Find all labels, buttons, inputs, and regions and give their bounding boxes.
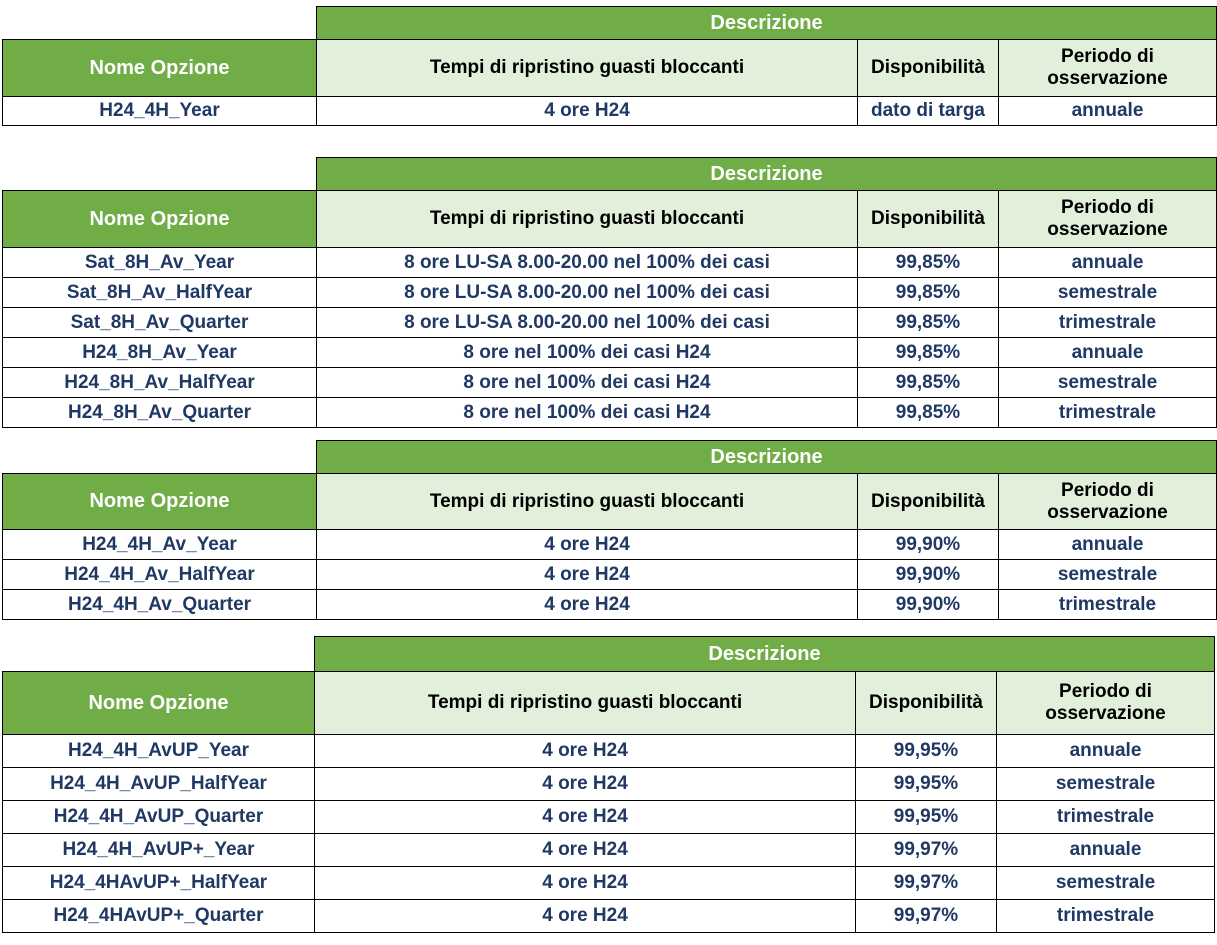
restore-time: 4 ore H24 bbox=[317, 530, 858, 560]
periodo-header: Periodo di osservazione bbox=[999, 191, 1217, 248]
table-row bbox=[3, 308, 1217, 338]
table-row bbox=[3, 97, 1217, 126]
observation-period: annuale bbox=[997, 735, 1215, 768]
option-name: H24_4H_AvUP+_Year bbox=[3, 834, 315, 867]
disponibilita-header: Disponibilità bbox=[856, 672, 997, 735]
table-row bbox=[3, 278, 1217, 308]
observation-period: semestrale bbox=[999, 368, 1217, 398]
observation-period: trimestrale bbox=[999, 590, 1217, 620]
availability: 99,95% bbox=[856, 801, 997, 834]
option-name: H24_4H_AvUP_Quarter bbox=[3, 801, 315, 834]
table-row bbox=[3, 768, 1215, 801]
table-row bbox=[3, 368, 1217, 398]
availability: 99,85% bbox=[858, 398, 999, 428]
restore-time: 8 ore nel 100% dei casi H24 bbox=[317, 338, 858, 368]
restore-time: 8 ore nel 100% dei casi H24 bbox=[317, 398, 858, 428]
descrizione-header: Descrizione bbox=[315, 637, 1215, 672]
tempi-header: Tempi di ripristino guasti bloccanti bbox=[317, 40, 858, 97]
observation-period: annuale bbox=[999, 97, 1217, 126]
periodo-header: Periodo di osservazione bbox=[999, 474, 1217, 530]
option-name: H24_4H_AvUP_Year bbox=[3, 735, 315, 768]
observation-period: annuale bbox=[997, 834, 1215, 867]
table-row bbox=[3, 398, 1217, 428]
availability: 99,85% bbox=[858, 278, 999, 308]
nome-opzione-header: Nome Opzione bbox=[3, 672, 315, 735]
option-name: Sat_8H_Av_Year bbox=[3, 248, 317, 278]
table-row bbox=[3, 530, 1217, 560]
observation-period: semestrale bbox=[997, 768, 1215, 801]
table-row bbox=[3, 900, 1215, 933]
descrizione-header: Descrizione bbox=[317, 441, 1217, 474]
descrizione-header: Descrizione bbox=[317, 7, 1217, 40]
observation-period: semestrale bbox=[999, 278, 1217, 308]
option-name: H24_4H_AvUP_HalfYear bbox=[3, 768, 315, 801]
disponibilita-header: Disponibilità bbox=[858, 191, 999, 248]
option-name: H24_8H_Av_Year bbox=[3, 338, 317, 368]
availability: dato di targa bbox=[858, 97, 999, 126]
options-table-2 bbox=[2, 157, 1217, 428]
nome-opzione-header: Nome Opzione bbox=[3, 40, 317, 97]
tempi-header: Tempi di ripristino guasti bloccanti bbox=[315, 672, 856, 735]
tempi-header: Tempi di ripristino guasti bloccanti bbox=[317, 474, 858, 530]
options-table-1 bbox=[2, 6, 1217, 126]
option-name: H24_4HAvUP+_Quarter bbox=[3, 900, 315, 933]
disponibilita-header: Disponibilità bbox=[858, 474, 999, 530]
option-name: Sat_8H_Av_HalfYear bbox=[3, 278, 317, 308]
disponibilita-header: Disponibilità bbox=[858, 40, 999, 97]
option-name: H24_4H_Av_Quarter bbox=[3, 590, 317, 620]
restore-time: 4 ore H24 bbox=[315, 900, 856, 933]
restore-time: 4 ore H24 bbox=[315, 867, 856, 900]
restore-time: 8 ore LU-SA 8.00-20.00 nel 100% dei casi bbox=[317, 308, 858, 338]
restore-time: 8 ore nel 100% dei casi H24 bbox=[317, 368, 858, 398]
observation-period: trimestrale bbox=[997, 900, 1215, 933]
nome-opzione-header: Nome Opzione bbox=[3, 474, 317, 530]
options-table-3 bbox=[2, 440, 1217, 620]
availability: 99,85% bbox=[858, 338, 999, 368]
nome-opzione-header: Nome Opzione bbox=[3, 191, 317, 248]
availability: 99,90% bbox=[858, 590, 999, 620]
restore-time: 4 ore H24 bbox=[315, 768, 856, 801]
observation-period: semestrale bbox=[999, 560, 1217, 590]
option-name: H24_4H_Av_HalfYear bbox=[3, 560, 317, 590]
options-table-4 bbox=[2, 636, 1215, 933]
periodo-header: Periodo di osservazione bbox=[999, 40, 1217, 97]
availability: 99,85% bbox=[858, 248, 999, 278]
restore-time: 4 ore H24 bbox=[315, 735, 856, 768]
availability: 99,85% bbox=[858, 308, 999, 338]
descrizione-header: Descrizione bbox=[317, 158, 1217, 191]
restore-time: 8 ore LU-SA 8.00-20.00 nel 100% dei casi bbox=[317, 278, 858, 308]
restore-time: 4 ore H24 bbox=[317, 560, 858, 590]
availability: 99,97% bbox=[856, 834, 997, 867]
observation-period: annuale bbox=[999, 338, 1217, 368]
availability: 99,95% bbox=[856, 735, 997, 768]
restore-time: 8 ore LU-SA 8.00-20.00 nel 100% dei casi bbox=[317, 248, 858, 278]
observation-period: annuale bbox=[999, 530, 1217, 560]
availability: 99,90% bbox=[858, 560, 999, 590]
table-row bbox=[3, 338, 1217, 368]
option-name: Sat_8H_Av_Quarter bbox=[3, 308, 317, 338]
periodo-header: Periodo di osservazione bbox=[997, 672, 1215, 735]
table-row bbox=[3, 560, 1217, 590]
table-row bbox=[3, 248, 1217, 278]
observation-period: trimestrale bbox=[997, 801, 1215, 834]
option-name: H24_8H_Av_HalfYear bbox=[3, 368, 317, 398]
observation-period: annuale bbox=[999, 248, 1217, 278]
option-name: H24_4HAvUP+_HalfYear bbox=[3, 867, 315, 900]
restore-time: 4 ore H24 bbox=[317, 97, 858, 126]
table-row bbox=[3, 590, 1217, 620]
option-name: H24_4H_Av_Year bbox=[3, 530, 317, 560]
table-row bbox=[3, 801, 1215, 834]
table-row bbox=[3, 735, 1215, 768]
availability: 99,90% bbox=[858, 530, 999, 560]
table-row bbox=[3, 834, 1215, 867]
observation-period: semestrale bbox=[997, 867, 1215, 900]
table-row bbox=[3, 867, 1215, 900]
restore-time: 4 ore H24 bbox=[315, 801, 856, 834]
option-name: H24_4H_Year bbox=[3, 97, 317, 126]
observation-period: trimestrale bbox=[999, 308, 1217, 338]
availability: 99,95% bbox=[856, 768, 997, 801]
observation-period: trimestrale bbox=[999, 398, 1217, 428]
availability: 99,97% bbox=[856, 900, 997, 933]
tempi-header: Tempi di ripristino guasti bloccanti bbox=[317, 191, 858, 248]
restore-time: 4 ore H24 bbox=[315, 834, 856, 867]
option-name: H24_8H_Av_Quarter bbox=[3, 398, 317, 428]
restore-time: 4 ore H24 bbox=[317, 590, 858, 620]
availability: 99,85% bbox=[858, 368, 999, 398]
availability: 99,97% bbox=[856, 867, 997, 900]
